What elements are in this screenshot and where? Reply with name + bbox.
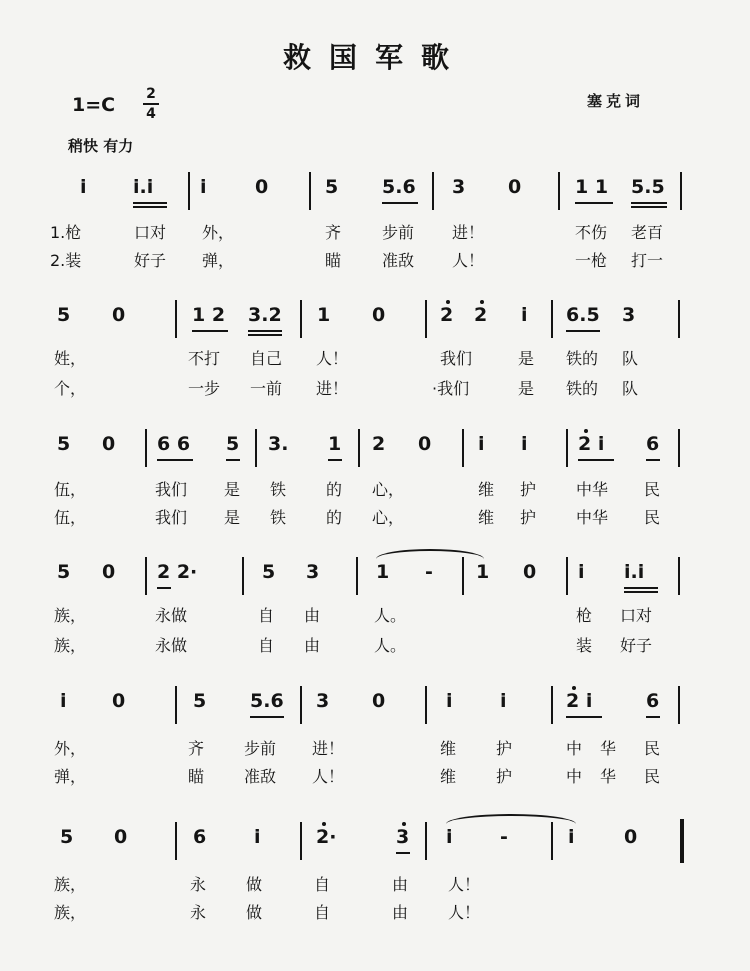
lyric: 心，	[372, 508, 405, 527]
note: 3	[316, 690, 330, 712]
note: 0	[624, 826, 638, 848]
note: 5	[193, 690, 207, 712]
note: 2	[372, 433, 386, 455]
underline	[133, 206, 167, 208]
lyric: 是	[224, 508, 241, 527]
barline	[255, 429, 257, 467]
lyric: 人。	[374, 636, 407, 655]
lyric: 族，	[54, 606, 87, 625]
underline	[382, 202, 418, 204]
note: 0	[102, 433, 116, 455]
lyric: 齐	[325, 223, 342, 242]
note: i.i	[133, 176, 154, 198]
notation-line	[0, 826, 750, 866]
underline	[631, 206, 667, 208]
barline	[300, 822, 302, 860]
note: i	[200, 176, 207, 198]
high-octave-dot	[584, 429, 588, 433]
lyric-verse-1	[0, 477, 750, 499]
lyric: 自己	[250, 349, 283, 368]
barline	[425, 822, 427, 860]
lyric: 好子	[620, 636, 653, 655]
note: 5	[325, 176, 339, 198]
note: 5	[57, 304, 71, 326]
underline	[192, 330, 228, 332]
underline	[250, 716, 284, 718]
note: 2 2·	[157, 561, 198, 583]
note: 0	[372, 690, 386, 712]
note: 3	[622, 304, 636, 326]
lyric-verse-1	[0, 346, 750, 368]
lyric: 维	[478, 480, 495, 499]
underline	[133, 202, 167, 204]
note: 5.6	[382, 176, 416, 198]
lyric: 族，	[54, 875, 87, 894]
lyricist-credit: 塞克词	[587, 92, 645, 110]
note: 0	[112, 690, 126, 712]
note: 0	[255, 176, 269, 198]
lyric: 铁的	[566, 349, 599, 368]
lyric-verse-1	[0, 220, 750, 242]
lyric: 外，	[202, 223, 235, 242]
lyric-verse-2	[0, 505, 750, 527]
lyric: 的	[326, 508, 343, 527]
lyric: 永	[190, 875, 207, 894]
lyric: 维	[440, 767, 457, 786]
song-title: 救国军歌	[282, 41, 467, 74]
lyric: 护	[520, 480, 537, 499]
lyric: 外，	[54, 739, 87, 758]
lyric: 民	[644, 508, 661, 527]
lyric: 自	[258, 636, 275, 655]
lyric: 装	[576, 636, 593, 655]
lyric: 一步	[188, 379, 221, 398]
barline	[551, 300, 553, 338]
lyric: 永	[190, 903, 207, 922]
barline	[300, 300, 302, 338]
lyric: 自	[258, 606, 275, 625]
barline	[678, 557, 680, 595]
lyric: 人。	[374, 606, 407, 625]
lyric: 永做	[155, 606, 188, 625]
barline	[145, 557, 147, 595]
lyric: 人！	[316, 349, 349, 368]
lyric: 人！	[448, 875, 481, 894]
lyric: 自	[314, 875, 331, 894]
lyric: 由	[392, 875, 409, 894]
note: 0	[418, 433, 432, 455]
high-octave-dot	[402, 822, 406, 826]
lyric: 是	[224, 480, 241, 499]
lyric: ·我们	[432, 379, 470, 398]
lyric: 心，	[372, 480, 405, 499]
lyric-verse-2	[0, 248, 750, 270]
lyric: 中华	[576, 508, 609, 527]
lyric: 护	[496, 739, 513, 758]
lyric: 护	[496, 767, 513, 786]
barline	[680, 172, 682, 210]
high-octave-dot	[572, 686, 576, 690]
underline	[248, 334, 282, 336]
time-signature	[143, 87, 159, 121]
lyric: 人！	[452, 251, 485, 270]
note: 1	[317, 304, 331, 326]
lyric: 步前	[244, 739, 277, 758]
lyric: 是	[518, 349, 535, 368]
lyric: 步前	[382, 223, 415, 242]
underline	[624, 587, 658, 589]
note: -	[500, 826, 508, 848]
lyric: 好子	[134, 251, 167, 270]
underline	[646, 716, 660, 718]
lyric: 我们	[440, 349, 473, 368]
lyric: 瞄	[188, 767, 205, 786]
note: 5	[226, 433, 240, 455]
lyric-verse-2	[0, 764, 750, 786]
barline	[678, 429, 680, 467]
barline	[678, 686, 680, 724]
note: 3	[452, 176, 466, 198]
notation-line	[0, 176, 750, 216]
barline	[551, 686, 553, 724]
lyric-verse-2	[0, 376, 750, 398]
lyric: 民	[644, 767, 661, 786]
time-signature-top: 2	[146, 86, 156, 102]
time-signature-bottom: 4	[146, 106, 156, 122]
lyric: 我们	[155, 480, 188, 499]
notation-line	[0, 304, 750, 344]
note: 2	[440, 304, 454, 326]
lyric: 铁的	[566, 379, 599, 398]
barline	[566, 557, 568, 595]
lyric-verse-1	[0, 603, 750, 625]
lyric: 齐	[188, 739, 205, 758]
key-signature: 1=C	[72, 94, 116, 116]
underline	[396, 852, 410, 854]
barline	[551, 822, 553, 860]
note: i	[521, 433, 528, 455]
note: 0	[523, 561, 537, 583]
note: 1	[328, 433, 342, 455]
note: 2 i	[566, 690, 593, 712]
note: 5.6	[250, 690, 284, 712]
lyric: 弹，	[202, 251, 235, 270]
lyric: 中	[566, 767, 583, 786]
lyric: 姓，	[54, 349, 87, 368]
note: 0	[372, 304, 386, 326]
barline	[425, 300, 427, 338]
lyric: 中华	[576, 480, 609, 499]
lyric: 伍，	[54, 508, 87, 527]
note: 5	[262, 561, 276, 583]
note: i	[60, 690, 67, 712]
lyric: 铁	[270, 508, 287, 527]
lyric: 族，	[54, 903, 87, 922]
lyric: 一枪	[575, 251, 608, 270]
lyric: 一前	[250, 379, 283, 398]
barline	[175, 300, 177, 338]
barline	[145, 429, 147, 467]
high-octave-dot	[480, 300, 484, 304]
barline	[242, 557, 244, 595]
lyric: 进！	[316, 379, 349, 398]
lyric: 由	[304, 636, 321, 655]
lyric: 枪	[576, 606, 593, 625]
barline	[566, 429, 568, 467]
barline	[188, 172, 190, 210]
lyric: 瞄	[325, 251, 342, 270]
note: 5	[57, 433, 71, 455]
lyric: 的	[326, 480, 343, 499]
note: 1 1	[575, 176, 609, 198]
barline	[678, 300, 680, 338]
lyric: 1.枪	[50, 223, 82, 242]
lyric: 维	[440, 739, 457, 758]
lyric-verse-2	[0, 633, 750, 655]
barline	[358, 429, 360, 467]
note: -	[425, 561, 433, 583]
note: 2	[474, 304, 488, 326]
lyric: 华	[600, 739, 617, 758]
lyric: 队	[622, 379, 639, 398]
lyric-verse-1	[0, 872, 750, 894]
note: 0	[112, 304, 126, 326]
lyric: 进！	[452, 223, 485, 242]
lyric: 个，	[54, 379, 87, 398]
note: 5	[57, 561, 71, 583]
lyric: 由	[392, 903, 409, 922]
underline	[624, 591, 658, 593]
note: i	[500, 690, 507, 712]
underline	[578, 459, 614, 461]
lyric: 是	[518, 379, 535, 398]
barline	[462, 557, 464, 595]
barline	[175, 686, 177, 724]
high-octave-dot	[322, 822, 326, 826]
note: 5	[60, 826, 74, 848]
lyric: 族，	[54, 636, 87, 655]
tempo-marking: 稍快 有力	[68, 137, 134, 155]
lyric: 民	[644, 480, 661, 499]
underline	[646, 459, 660, 461]
note: 6	[646, 433, 660, 455]
note: 3.	[268, 433, 289, 455]
lyric: 老百	[631, 223, 664, 242]
notation-line	[0, 561, 750, 601]
note: 0	[508, 176, 522, 198]
lyric: 华	[600, 767, 617, 786]
lyric: 民	[644, 739, 661, 758]
note: 2·	[316, 826, 337, 848]
notation-line	[0, 690, 750, 730]
lyric: 人！	[312, 767, 345, 786]
note: 1	[476, 561, 490, 583]
underline	[328, 459, 342, 461]
barline	[175, 822, 177, 860]
lyric: 护	[520, 508, 537, 527]
time-signature-line	[143, 103, 159, 105]
lyric: 不伤	[575, 223, 608, 242]
barline	[432, 172, 434, 210]
barline	[356, 557, 358, 595]
lyric: 准敌	[382, 251, 415, 270]
barline	[425, 686, 427, 724]
note: 6	[193, 826, 207, 848]
note: i	[80, 176, 87, 198]
underline	[157, 459, 193, 461]
underline	[566, 330, 600, 332]
note: 6.5	[566, 304, 600, 326]
lyric: 人！	[448, 903, 481, 922]
note: 6	[646, 690, 660, 712]
note: 3	[396, 826, 410, 848]
note: 0	[102, 561, 116, 583]
note: i	[254, 826, 261, 848]
lyric: 做	[246, 903, 263, 922]
lyric: 由	[304, 606, 321, 625]
lyric: 队	[622, 349, 639, 368]
underline	[566, 716, 602, 718]
lyric: 进！	[312, 739, 345, 758]
note: 0	[114, 826, 128, 848]
note: 2 i	[578, 433, 605, 455]
lyric: 弹，	[54, 767, 87, 786]
underline	[226, 459, 240, 461]
note: i	[446, 826, 453, 848]
note: i.i	[624, 561, 645, 583]
note: i	[446, 690, 453, 712]
lyric-verse-1	[0, 736, 750, 758]
note: 5.5	[631, 176, 665, 198]
tie-slur	[446, 814, 576, 824]
barline	[300, 686, 302, 724]
underline	[575, 202, 613, 204]
note: i	[578, 561, 585, 583]
lyric: 口对	[134, 223, 167, 242]
high-octave-dot	[446, 300, 450, 304]
lyric: 打一	[631, 251, 664, 270]
note: i	[521, 304, 528, 326]
lyric: 永做	[155, 636, 188, 655]
note: 1 2	[192, 304, 226, 326]
note: 3.2	[248, 304, 282, 326]
lyric: 中	[566, 739, 583, 758]
lyric: 维	[478, 508, 495, 527]
notation-line	[0, 433, 750, 473]
barline	[558, 172, 560, 210]
underline	[157, 587, 171, 589]
lyric: 伍，	[54, 480, 87, 499]
barline	[462, 429, 464, 467]
lyric: 做	[246, 875, 263, 894]
note: 1	[376, 561, 390, 583]
lyric: 不打	[188, 349, 221, 368]
note: 6 6	[157, 433, 191, 455]
lyric: 2.装	[50, 251, 82, 270]
note: i	[568, 826, 575, 848]
lyric-verse-2	[0, 900, 750, 922]
lyric: 我们	[155, 508, 188, 527]
lyric: 准敌	[244, 767, 277, 786]
underline	[631, 202, 667, 204]
tie-slur	[376, 549, 484, 559]
barline	[309, 172, 311, 210]
lyric: 铁	[270, 480, 287, 499]
note: i	[478, 433, 485, 455]
lyric: 自	[314, 903, 331, 922]
underline	[248, 330, 282, 332]
lyric: 口对	[620, 606, 653, 625]
final-barline	[680, 819, 684, 863]
note: 3	[306, 561, 320, 583]
